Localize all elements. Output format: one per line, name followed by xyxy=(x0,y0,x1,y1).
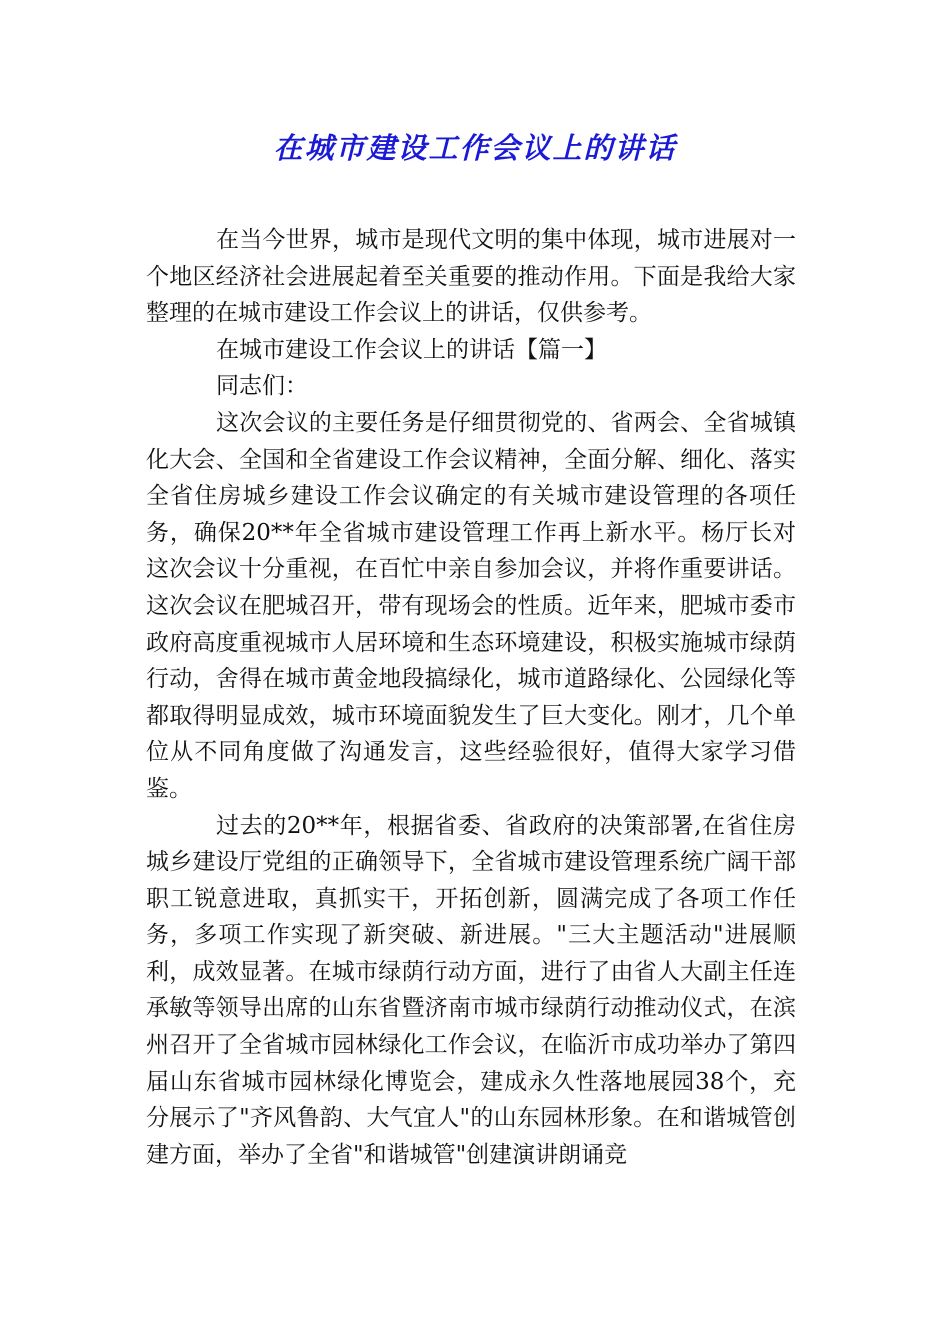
section-heading: 在城市建设工作会议上的讲话【篇一】 xyxy=(216,336,607,363)
document-body xyxy=(146,222,796,1173)
body-paragraph: 这次会议的主要任务是仔细贯彻党的、省两会、全省城镇化大会、全国和全省建设工作会议精神，全面分解、细化、落实全省住房城乡建设工作会议确定的有关城市建设管理的各项任务，确保20**年全省城市建设管理工作再上新水平。杨厅长对这次会议十分重视，在百忙中亲自参加会议，并将作重要讲话。这次会议在肥城召开，带有现场会的性质。近年来，肥城市委市政府高度重视城市人居环境和生态环境建设，积极实施城市绿荫行动，舍得在城市黄金地段搞绿化，城市道路绿化、公园绿化等都取得明显成效，城市环境面貌发生了巨大变化。刚才，几个单位从不同角度做了沟通发言，这些经验很好，值得大家学习借鉴。 xyxy=(146,409,796,802)
intro-paragraph: 在当今世界，城市是现代文明的集中体现，城市进展对一个地区经济社会进展起着至关重要的推动作用。下面是我给大家整理的在城市建设工作会议上的讲话，仅供参考。 xyxy=(146,227,796,327)
document-title: 在城市建设工作会议上的讲话 xyxy=(273,131,677,165)
body-paragraph: 过去的20**年，根据省委、省政府的决策部署,在省住房城乡建设厅党组的正确领导下，全省城市建设管理系统广阔干部职工锐意进取，真抓实干，开拓创新，圆满完成了各项工作任务，多项工作实现了新突破、新进展。"三大主题活动"进展顺利，成效显著。在城市绿荫行动方面，进行了由省人大副主任连承敏等领导出席的山东省暨济南市城市绿荫行动推动仪式，在滨州召开了全省城市园林绿化工作会议，在临沂市成功举办了第四届山东省城市园林绿化博览会，建成永久性落地展园38个，充分展示了"齐风鲁韵、大气宜人"的山东园林形象。在和谐城管创建方面，举办了全省"和谐城管"创建演讲朗诵竞 xyxy=(146,812,796,1168)
salutation: 同志们： xyxy=(216,373,308,400)
